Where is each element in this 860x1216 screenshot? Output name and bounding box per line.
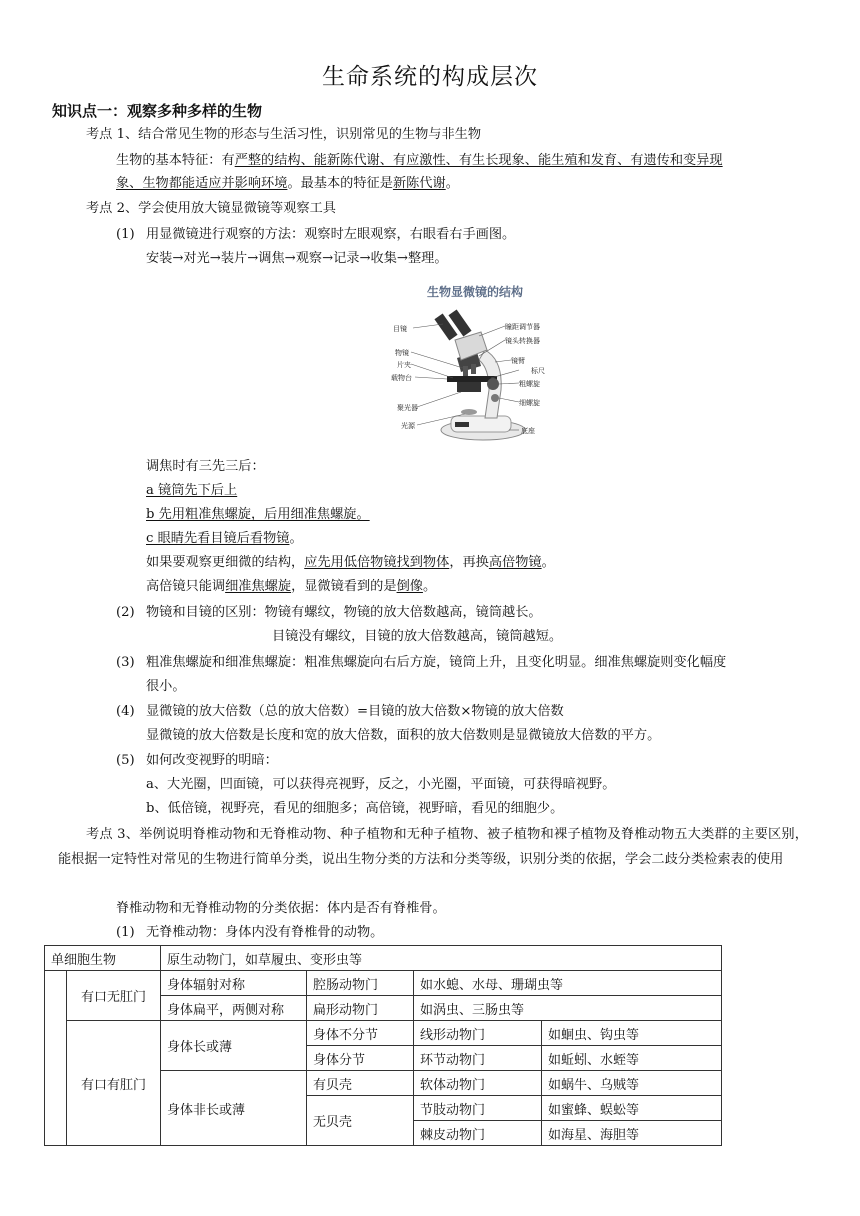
table-cell: 无贝壳	[307, 1096, 414, 1146]
table-cell: 如水螅、水母、珊瑚虫等	[414, 971, 722, 996]
table-row	[45, 1021, 722, 1046]
label-nosepiece: 镜头转换器	[505, 337, 540, 345]
underlined-text: 应先用低倍物镜找到物体	[304, 555, 450, 570]
text: 。	[541, 555, 555, 570]
text: ，再换	[449, 555, 489, 570]
text: 如果要观察更细微的结构，	[146, 555, 305, 570]
item-3-text: 粗准焦螺旋和细准焦螺旋：粗准焦螺旋向右后方旋，镜筒上升，且变化明显。细准焦螺旋则变化幅度	[146, 655, 727, 670]
topic-1-heading: 考点 1、结合常见生物的形态与生活习性，识别常见的生物与非生物	[86, 127, 482, 142]
invertebrate-table	[44, 945, 722, 1146]
item-3-text-b: 很小。	[146, 679, 186, 694]
table-cell: 身体分节	[307, 1046, 414, 1071]
item-1-text: 用显微镜进行观察的方法：观察时左眼观察，右眼看右手画图。	[146, 227, 516, 242]
focus-rule-a: a 镜筒先下后上	[146, 483, 238, 498]
item-2-text-b: 目镜没有螺纹，目镜的放大倍数越高，镜筒越短。	[272, 629, 563, 644]
underlined-text: 严整的结构、能新陈代谢、有应激性、有生长现象、能生殖和发育、有遗传和变异现	[234, 153, 723, 168]
microscope-figure	[385, 280, 565, 452]
procedure-steps: 安装→对光→装片→调焦→观察→记录→收集→整理。	[146, 251, 448, 266]
table-cell: 身体非长或薄	[161, 1071, 307, 1146]
table-cell: 有贝壳	[307, 1071, 414, 1096]
label-eyepiece: 目镜	[393, 325, 407, 333]
item-5-b: b、低倍镜，视野亮，看见的细胞多；高倍镜，视野暗，看见的细胞少。	[146, 801, 564, 816]
label-arm: 镜臂	[511, 357, 525, 365]
focus-rule-b: b 先用粗准焦螺旋，后用细准焦螺旋。	[146, 507, 370, 522]
text: 高倍镜只能调	[146, 579, 226, 594]
text: 生物的基本特征：有	[116, 153, 235, 168]
label-objective: 物镜	[395, 349, 409, 357]
label-light-source: 光源	[401, 422, 415, 430]
figure-caption: 生物显微镜的结构	[426, 285, 523, 299]
table-cell: 单细胞生物	[45, 946, 161, 971]
table-cell: 棘皮动物门	[414, 1121, 542, 1146]
section-heading: 知识点一：观察多种多样的生物	[52, 102, 263, 120]
table-cell: 如蛔虫、钩虫等	[542, 1021, 722, 1046]
item-number: (5)	[116, 753, 135, 768]
table-cell: 如蜗牛、乌贼等	[542, 1071, 722, 1096]
table-cell: 线形动物门	[414, 1021, 542, 1046]
table-cell: 身体不分节	[307, 1021, 414, 1046]
table-cell: 腔肠动物门	[307, 971, 414, 996]
topic-1-line-1	[116, 152, 723, 170]
label-stage: 载物台	[391, 374, 412, 382]
table-cell: 如涡虫、三肠虫等	[414, 996, 722, 1021]
text: 。	[445, 176, 459, 191]
label-pupil-adjuster: 瞳距调节器	[505, 323, 540, 331]
page-title: 生命系统的构成层次	[322, 64, 538, 90]
focus-rule-c	[146, 530, 303, 548]
text: 。最基本的特征是	[287, 176, 393, 191]
underlined-text: 细准焦螺旋	[225, 579, 292, 594]
item-number: (3)	[116, 655, 135, 670]
table-cell: 如海星、海胆等	[542, 1121, 722, 1146]
invertebrate-definition: 无脊椎动物：身体内没有脊椎骨的动物。	[146, 925, 384, 940]
underlined-text: 倒像	[396, 579, 423, 594]
item-4-text: 显微镜的放大倍数（总的放大倍数）=目镜的放大倍数×物镜的放大倍数	[146, 704, 564, 719]
classification-basis: 脊椎动物和无脊椎动物的分类依据：体内是否有脊椎骨。	[116, 901, 446, 916]
text: ，显微镜看到的是	[291, 579, 397, 594]
item-number: (1)	[116, 227, 135, 242]
topic-1-line-2	[116, 175, 459, 193]
label-base: 底座	[521, 427, 535, 435]
table-cell: 扁形动物门	[307, 996, 414, 1021]
underlined-text: 象、生物都能适应并影响环境	[116, 176, 288, 191]
item-2-text: 物镜和目镜的区别：物镜有螺纹，物镜的放大倍数越高，镜筒越长。	[146, 605, 542, 620]
table-cell: 身体辐射对称	[161, 971, 307, 996]
label-coarse-knob: 粗螺旋	[519, 380, 540, 388]
table-cell: 原生动物门，如草履虫、变形虫等	[161, 946, 722, 971]
label-fine-knob: 细螺旋	[519, 399, 540, 407]
table-cell: 节肢动物门	[414, 1096, 542, 1121]
item-number: (1)	[116, 925, 135, 940]
label-clip: 片夹	[397, 361, 411, 369]
table-cell: 有口无肛门	[67, 971, 161, 1021]
item-5-text: 如何改变视野的明暗：	[146, 753, 278, 768]
table-cell: 环节动物门	[414, 1046, 542, 1071]
table-cell: 身体扁平，两侧对称	[161, 996, 307, 1021]
table-row	[45, 946, 722, 971]
table-cell: 如蜜蜂、蜈蚣等	[542, 1096, 722, 1121]
label-condenser: 聚光器	[397, 404, 418, 412]
table-cell	[45, 971, 67, 1146]
table-cell: 软体动物门	[414, 1071, 542, 1096]
focus-rules-intro: 调焦时有三先三后：	[146, 459, 265, 474]
item-number: (2)	[116, 605, 135, 620]
table-row	[45, 971, 722, 996]
focus-rule-d	[146, 554, 555, 572]
table-cell: 如蚯蚓、水蛭等	[542, 1046, 722, 1071]
underlined-text: c 眼睛先看目镜后看物镜	[146, 531, 290, 546]
item-4-text-b: 显微镜的放大倍数是长度和宽的放大倍数，面积的放大倍数则是显微镜放大倍数的平方。	[146, 728, 661, 743]
item-number: (4)	[116, 704, 135, 719]
underlined-text: 新陈代谢	[392, 176, 446, 191]
focus-rule-e	[146, 578, 436, 596]
underlined-text: 高倍物镜	[488, 555, 542, 570]
text: 。	[289, 531, 303, 546]
text: 。	[422, 579, 437, 594]
topic-3-paragraph: 考点 3、举例说明脊椎动物和无脊椎动物、种子植物和无种子植物、被子植物和裸子植物及脊椎动物五大类群的主要区别，能根据一定特性对常见的生物进行简单分类，说出生物分类的方法和分类等级，识别分类的依据，学会二歧分类检索表的使用	[58, 827, 808, 867]
item-5-a: a、大光圈，凹面镜，可以获得亮视野，反之，小光圈，平面镜，可获得暗视野。	[146, 777, 616, 792]
label-scale: 标尺	[531, 367, 545, 375]
table-cell: 身体长或薄	[161, 1021, 307, 1071]
topic-2-heading: 考点 2、学会使用放大镜显微镜等观察工具	[86, 201, 336, 216]
table-cell: 有口有肛门	[67, 1021, 161, 1146]
